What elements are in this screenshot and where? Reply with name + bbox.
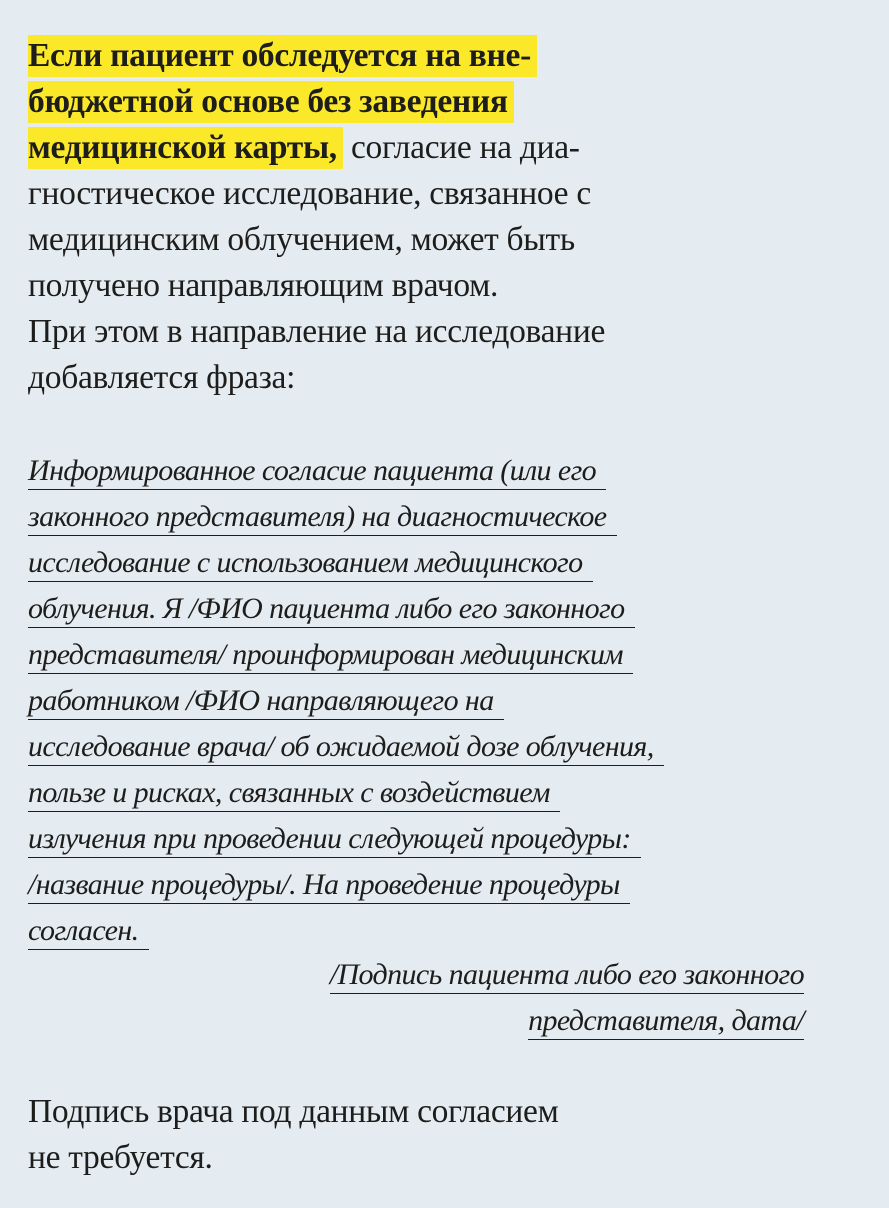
quote-line-text: /название процедуры/. На проведение процедуры xyxy=(28,867,630,904)
intro-line: получено направляющим врачом. xyxy=(28,267,499,304)
signature-block xyxy=(28,952,804,1044)
intro-paragraph xyxy=(28,33,848,401)
quote-line-text: исследование с использованием медицинского xyxy=(28,545,593,582)
quote-line-text: пользе и рисках, связанных с воздействием xyxy=(28,775,560,812)
highlighted-text: Если пациент обследуется на вне- xyxy=(28,35,537,77)
intro-line: медицинским облучением, может быть xyxy=(28,221,575,258)
intro-line: При этом в направление на исследование xyxy=(28,313,606,350)
footer-line: не требуется. xyxy=(28,1139,213,1176)
quote-line-text: облучения. Я /ФИО пациента либо его законного xyxy=(28,591,635,628)
quote-line xyxy=(28,586,828,632)
signature-line xyxy=(28,952,804,998)
quote-line-text: законного представителя) на диагностическое xyxy=(28,499,617,536)
quote-line xyxy=(28,632,828,678)
quote-line xyxy=(28,494,828,540)
quote-line xyxy=(28,816,828,862)
quote-line-text: согласен. xyxy=(28,913,149,950)
quote-line xyxy=(28,678,828,724)
quote-line xyxy=(28,862,828,908)
signature-line xyxy=(28,998,804,1044)
footer-note xyxy=(28,1090,848,1182)
quote-line-text: работником /ФИО направляющего на xyxy=(28,683,504,720)
highlighted-text: медицинской карты, xyxy=(28,127,343,169)
quote-line xyxy=(28,908,828,954)
quote-line-text: исследование врача/ об ожидаемой дозе облучения, xyxy=(28,729,664,766)
quote-line xyxy=(28,770,828,816)
highlighted-text: бюджетной основе без заведения xyxy=(28,81,514,123)
quote-line-text: представителя/ проинформирован медицинским xyxy=(28,637,633,674)
intro-line xyxy=(28,79,848,125)
footer-line: Подпись врача под данным согласием xyxy=(28,1093,559,1130)
intro-line: гностическое исследование, связанное с xyxy=(28,175,591,212)
intro-line: добавляется фраза: xyxy=(28,359,296,396)
quote-line xyxy=(28,540,828,586)
quote-line-text: излучения при проведении следующей процедуры: xyxy=(28,821,641,858)
intro-line xyxy=(28,33,848,79)
quote-line xyxy=(28,448,828,494)
consent-quote xyxy=(28,448,828,954)
signature-line-text: представителя, дата/ xyxy=(528,1003,804,1040)
signature-line-text: /Подпись пациента либо его законного xyxy=(330,957,804,994)
intro-line xyxy=(28,125,848,171)
quote-line xyxy=(28,724,828,770)
quote-line-text: Информированное согласие пациента (или его xyxy=(28,453,606,490)
intro-text: согласие на диа- xyxy=(342,129,580,166)
